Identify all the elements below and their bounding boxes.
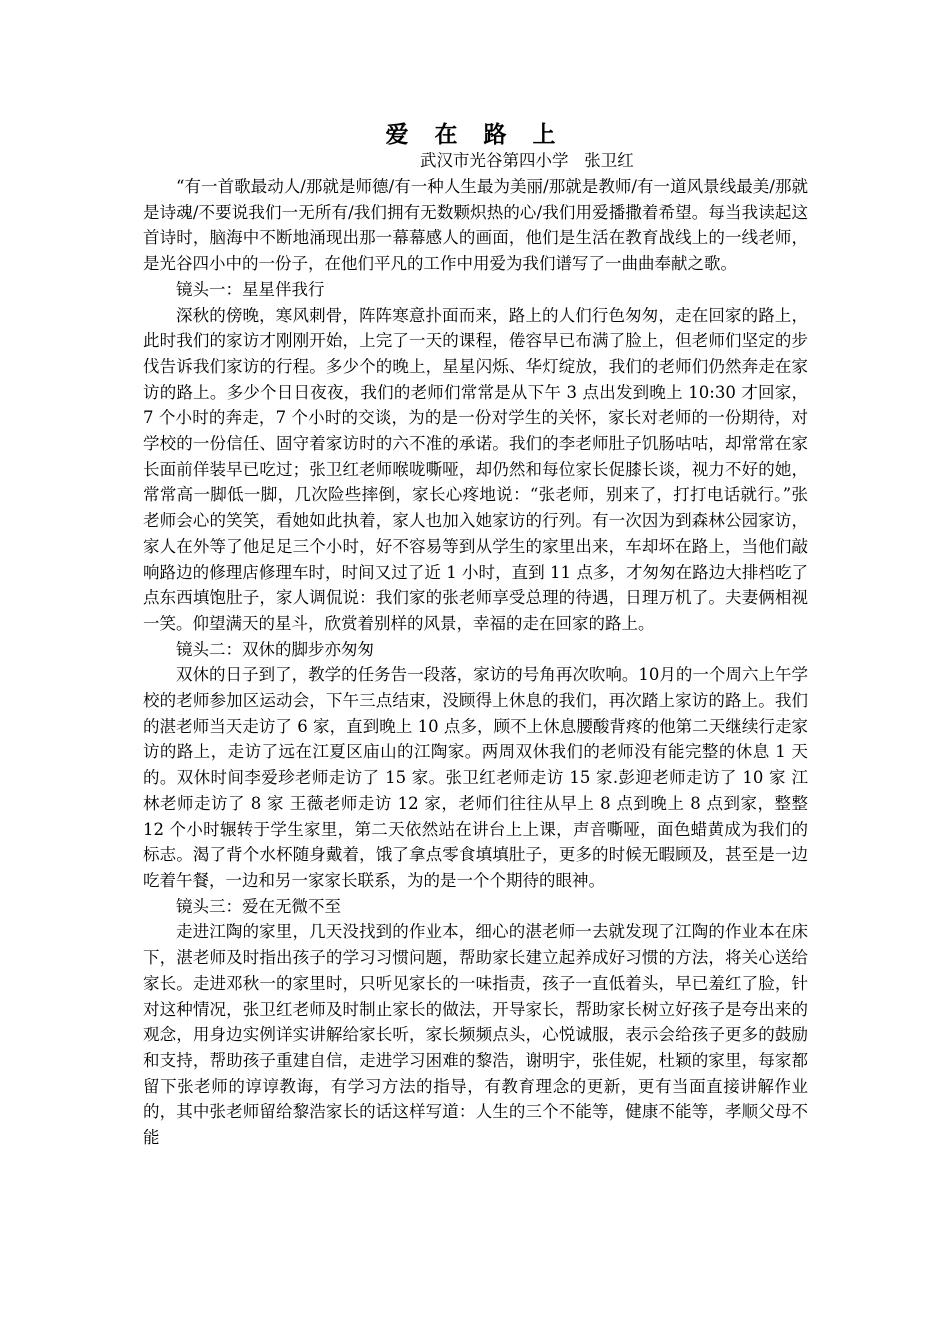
section-heading-2: 镜头二：双休的脚步亦匆匆 — [176, 639, 374, 659]
section-paragraph-2: 双休的日子到了，教学的任务告一段落，家访的号角再次吹响。10月的一个周六上午学校的老师参加区运动会，下午三点结束，没顾得上休息的我们，再次踏上家访的路上。我们的湛老师当天走访了 6 家，直到晚上 10 点多，顾不上休息腰酸背疼的他第二天继续行走家访的路上，走访了远在江夏区庙山的江陶家。两周双休我们的老师没有能完整的休息 1 天的。双休时间李爱珍老师走访了 15 家。张卫红老师走访 15 家.彭迎老师走访了 10 家 江林老师走访了 8 家 王薇老师走访 12 家，老师们往往从早上 8 点到晚上 8 点到家，整整 12 个小时辗转于学生家里，第二天依然站在讲台上上课，声音嘶哑，面色蜡黄成为我们的标志。渴了背个水杯随身戴着，饿了拿点零食填填肚子，更多的时候无暇顾及，甚至是一边吃着午餐，一边和另一家家长联系，为的是一个个期待的眼神。 — [143, 665, 808, 890]
document-body — [143, 174, 808, 1151]
author-byline: 武汉市光谷第四小学 张卫红 — [420, 151, 634, 170]
section-heading-3: 镜头三：爱在无微不至 — [176, 896, 341, 916]
section-heading-1: 镜头一：星星伴我行 — [176, 279, 325, 299]
section-paragraph-1: 深秋的傍晚，寒风刺骨，阵阵寒意扑面而来，路上的人们行色匆匆，走在回家的路上，此时我们的家访才刚刚开始，上完了一天的课程，倦容早已布满了脸上，但老师们坚定的步伐告诉我们家访的行程。多少个的晚上，星星闪烁、华灯绽放，我们的老师们仍然奔走在家访的路上。多少个日日夜夜，我们的老师们常常是从下午 3 点出发到晚上 10:30 才回家，7 个小时的奔走，7 个小时的交谈，为的是一份对学生的关怀，家长对老师的一份期待，对学校的一份信任、固守着家访时的六不准的承诺。我们的李老师肚子饥肠咕咕，却常常在家长面前佯装早已吃过；张卫红老师喉咙嘶哑，却仍然和每位家长促膝长谈，视力不好的她，常常高一脚低一脚，几次险些摔倒，家长心疼地说：“张老师，别来了，打打电话就行。”张老师会心的笑笑，看她如此执着，家人也加入她家访的行列。有一次因为到森林公园家访，家人在外等了他足足三个小时，好不容易等到从学生的家里出来，车却坏在路上，当他们敲响路边的修理店修理车时，时间又过了近 1 小时，直到 11 点多，才匆匆在路边大排档吃了点东西填饱肚子，家人调侃说：我们家的张老师享受总理的待遇，日理万机了。夫妻俩相视一笑。仰望满天的星斗，欣赏着别样的风景，幸福的走在回家的路上。 — [143, 305, 808, 633]
intro-paragraph: “有一首歌最动人/那就是师德/有一种人生最为美丽/那就是教师/有一道风景线最美/那就是诗魂/不要说我们一无所有/我们拥有无数颗炽热的心/我们用爱播撒着希望。每当我读起这首诗时，脑海中不断地涌现出那一幕幕感人的画面，他们是生活在教育战线上的一线老师，是光谷四小中的一份子，在他们平凡的工作中用爱为我们谱写了一曲曲奉献之歌。 — [143, 177, 808, 274]
section-paragraph-3: 走进江陶的家里，几天没找到的作业本，细心的湛老师一去就发现了江陶的作业本在床下，湛老师及时指出孩子的学习习惯问题，帮助家长建立起养成好习惯的方法，将关心送给家长。走进邓秋一的家里时，只听见家长的一味指责，孩子一直低着头，早已羞红了脸，针对这种情况，张卫红老师及时制止家长的做法，开导家长，帮助家长树立好孩子是夸出来的观念，用身边实例详实讲解给家长听，家长频频点头，心悦诚服，表示会给孩子更多的鼓励和支持，帮助孩子重建自信，走进学习困难的黎浩，谢明宇，张佳妮，杜颖的家里，每家都留下张老师的谆谆教诲，有学习方法的指导，有教育理念的更新，更有当面直接讲解作业的，其中张老师留给黎浩家长的话这样写道：人生的三个不能等，健康不能等，孝顺父母不能 — [143, 922, 808, 1148]
document-title: 爱 在 路 上 — [385, 122, 565, 148]
